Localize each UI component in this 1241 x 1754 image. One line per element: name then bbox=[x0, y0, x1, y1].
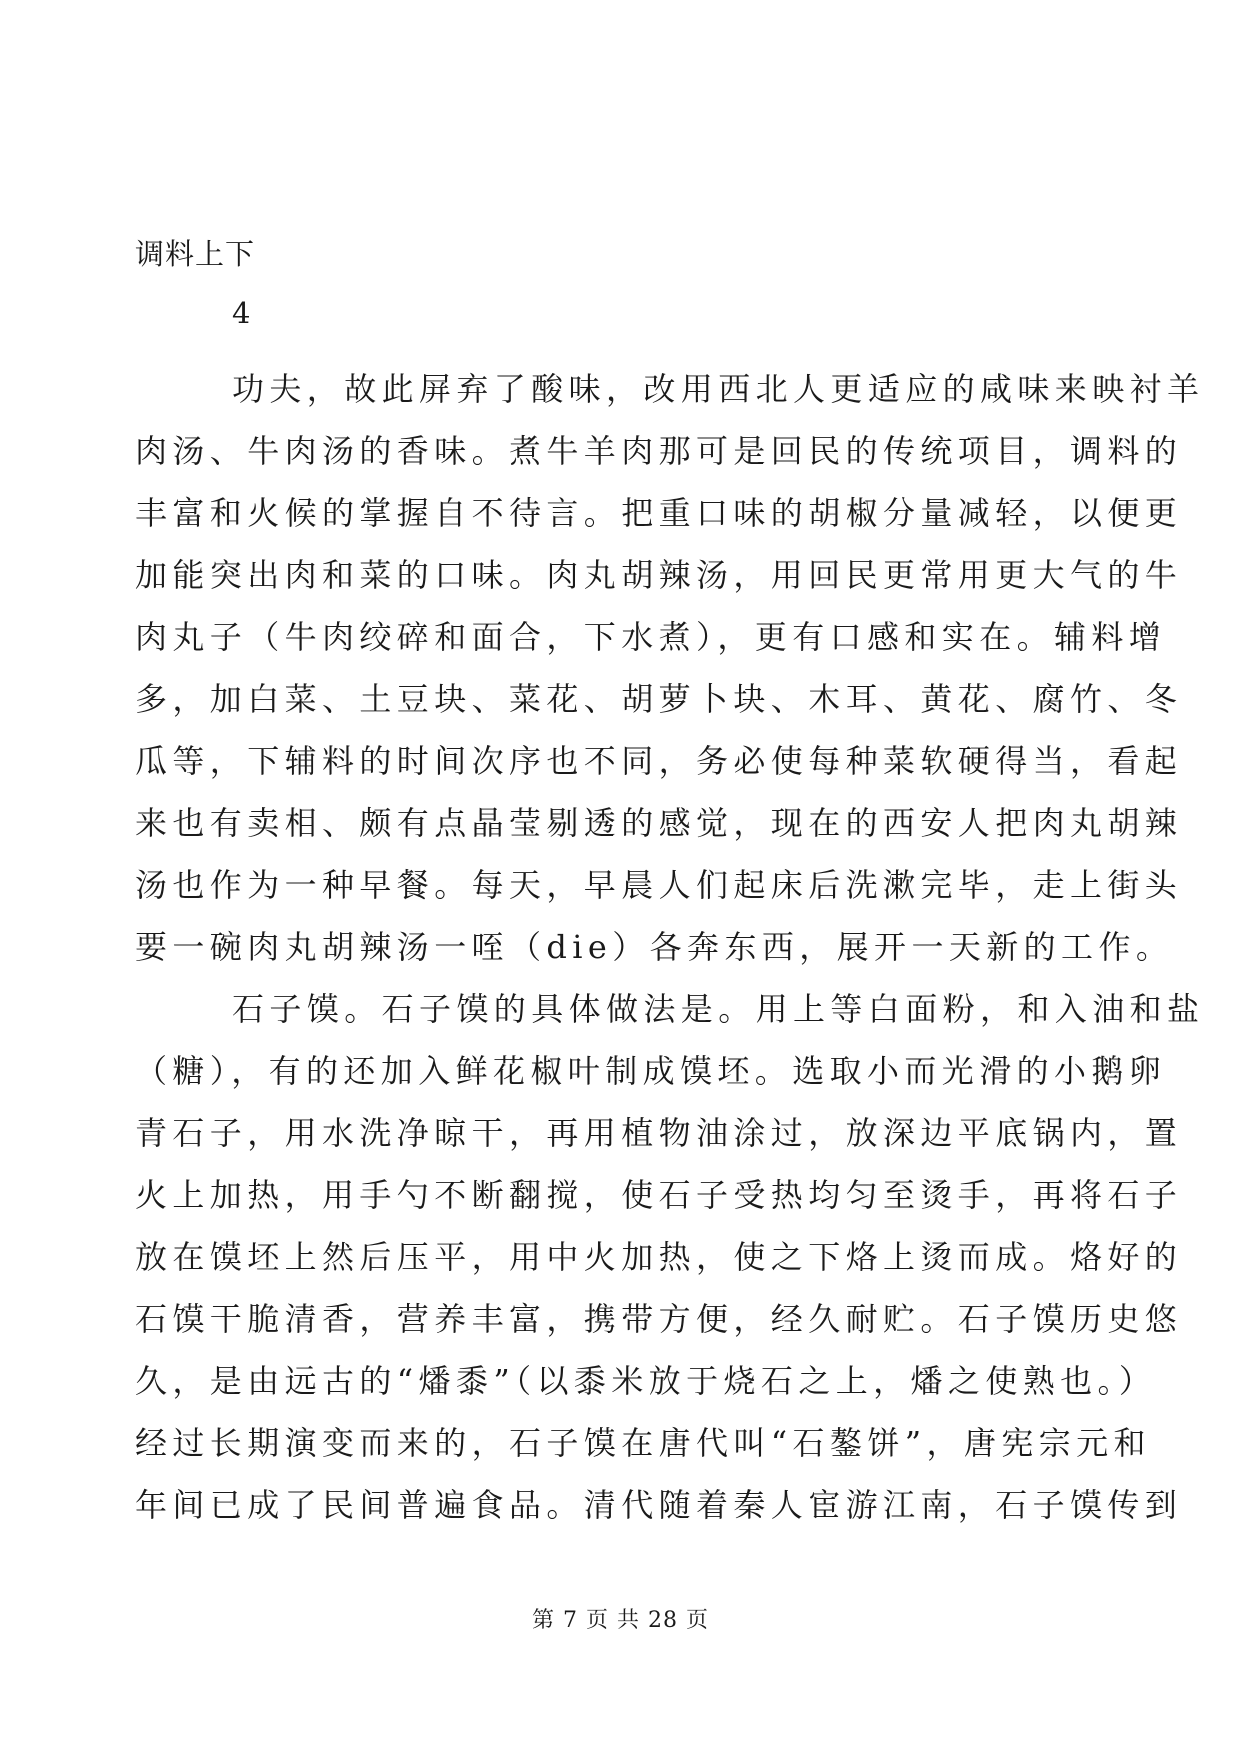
paragraph-line: （糖），有的还加入鲜花椒叶制成馍坯。选取小而光滑的小鹅卵 bbox=[135, 1052, 1167, 1090]
paragraph-line: 肉汤、牛肉汤的香味。煮牛羊肉那可是回民的传统项目，调料的 bbox=[135, 432, 1183, 470]
section-heading: 调料上下 bbox=[135, 237, 256, 271]
paragraph-line: 经过长期演变而来的，石子馍在唐代叫“石鏊饼”，唐宪宗元和 bbox=[135, 1424, 1151, 1462]
page-footer: 第 7 页 共 28 页 bbox=[532, 1608, 709, 1633]
paragraph-line: 多，加白菜、土豆块、菜花、胡萝卜块、木耳、黄花、腐竹、冬 bbox=[135, 680, 1183, 718]
paragraph-line: 石子馍。石子馍的具体做法是。用上等白面粉，和入油和盐 bbox=[232, 990, 1205, 1028]
paragraph-line: 来也有卖相、颇有点晶莹剔透的感觉，现在的西安人把肉丸胡辣 bbox=[135, 804, 1183, 842]
paragraph-line: 瓜等，下辅料的时间次序也不同，务必使每种菜软硬得当，看起 bbox=[135, 742, 1183, 780]
paragraph-line: 放在馍坯上然后压平，用中火加热，使之下烙上烫而成。烙好的 bbox=[135, 1238, 1183, 1276]
paragraph-line: 年间已成了民间普遍食品。清代随着秦人宦游江南，石子馍传到 bbox=[135, 1486, 1183, 1524]
paragraph-line: 火上加热，用手勺不断翻搅，使石子受热均匀至烫手，再将石子 bbox=[135, 1176, 1183, 1214]
paragraph-line: 丰富和火候的掌握自不待言。把重口味的胡椒分量减轻，以便更 bbox=[135, 494, 1183, 532]
body-text bbox=[135, 358, 1205, 1536]
paragraph-line: 肉丸子（牛肉绞碎和面合，下水煮），更有口感和实在。辅料增 bbox=[135, 618, 1167, 656]
paragraph-line: 功夫，故此屏弃了酸味，改用西北人更适应的咸味来映衬羊 bbox=[232, 370, 1205, 408]
section-number: 4 bbox=[232, 296, 251, 330]
paragraph-line: 要一碗肉丸胡辣汤一咥（die）各奔东西，展开一天新的工作。 bbox=[135, 928, 1174, 966]
paragraph-line: 石馍干脆清香，营养丰富，携带方便，经久耐贮。石子馍历史悠 bbox=[135, 1300, 1183, 1338]
paragraph-line: 青石子，用水洗净晾干，再用植物油涂过，放深边平底锅内，置 bbox=[135, 1114, 1183, 1152]
paragraph-line: 久，是由远古的“燔黍”（以黍米放于烧石之上，燔之使熟也。） bbox=[135, 1362, 1157, 1400]
paragraph-line: 加能突出肉和菜的口味。肉丸胡辣汤，用回民更常用更大气的牛 bbox=[135, 556, 1183, 594]
paragraph-line: 汤也作为一种早餐。每天，早晨人们起床后洗漱完毕，走上街头 bbox=[135, 866, 1183, 904]
